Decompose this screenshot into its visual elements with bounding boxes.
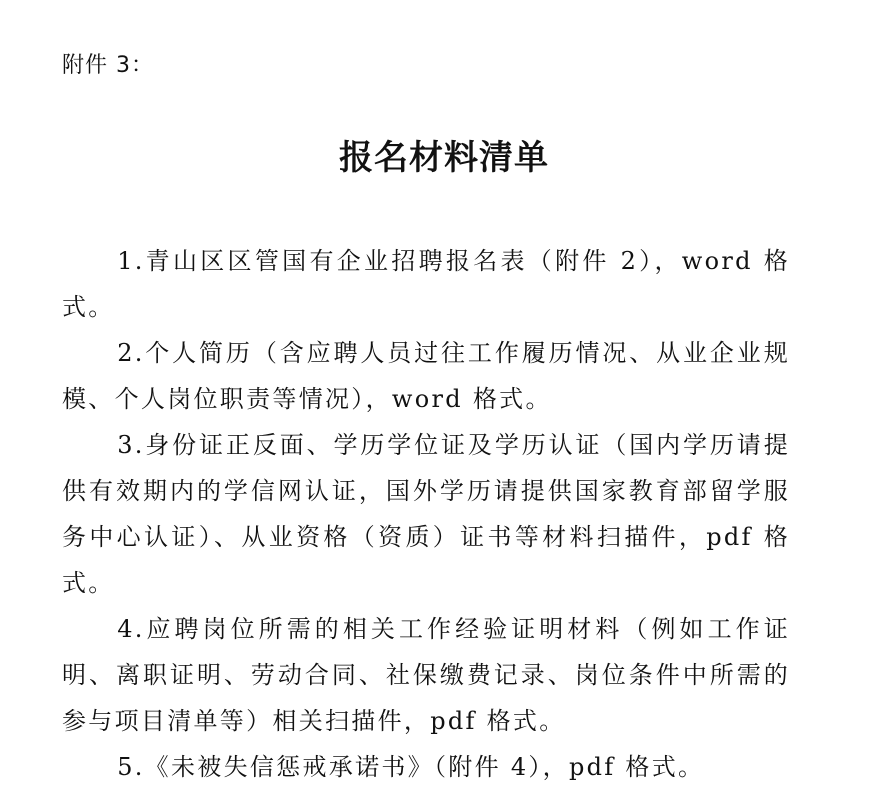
materials-list (62, 238, 790, 790)
list-item-2: 2.个人简历（含应聘人员过往工作履历情况、从业企业规模、个人岗位职责等情况），word 格式。 (62, 339, 790, 413)
attachment-label: 附件 3： (62, 53, 154, 78)
page-title: 报名材料清单 (339, 138, 549, 178)
list-item-4: 4.应聘岗位所需的相关工作经验证明材料（例如工作证明、离职证明、劳动合同、社保缴费记录、岗位条件中所需的参与项目清单等）相关扫描件，pdf 格式。 (62, 615, 790, 735)
list-item-5: 5.《未被失信惩戒承诺书》（附件 4），pdf 格式。 (117, 753, 705, 781)
list-item-1: 1.青山区区管国有企业招聘报名表（附件 2），word 格式。 (62, 247, 790, 321)
list-item-3: 3.身份证正反面、学历学位证及学历认证（国内学历请提供有效期内的学信网认证，国外学历请提供国家教育部留学服务中心认证）、从业资格（资质）证书等材料扫描件，pdf 格式。 (62, 431, 790, 597)
